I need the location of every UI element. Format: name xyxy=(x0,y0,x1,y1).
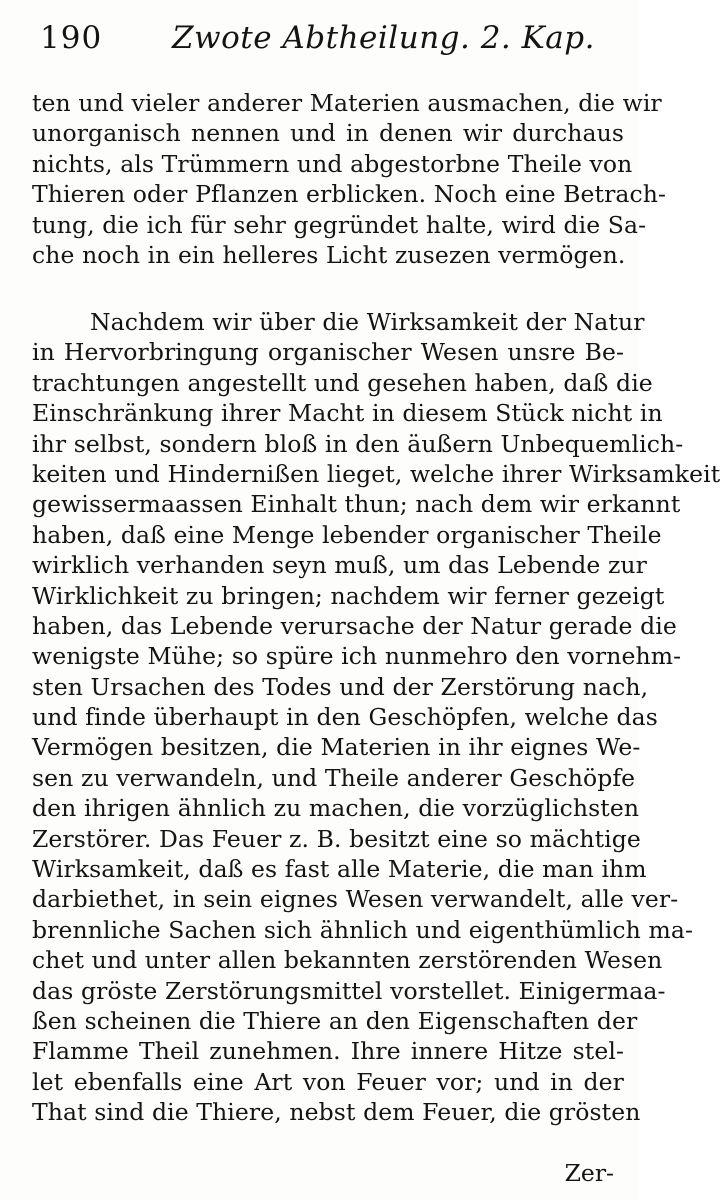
text-line: Zerstörer. Das Feuer z. B. besitzt eine so mächtige xyxy=(32,824,641,853)
text-line: unorganisch nennen und in denen wir durchaus xyxy=(32,119,624,148)
text-line: in Hervorbringung organischer Wesen unsre Be- xyxy=(32,338,624,367)
text-line: Thieren oder Pflanzen erblicken. Noch eine Betrach- xyxy=(32,180,667,209)
text-line: Wirksamkeit, daß es fast alle Materie, die man ihm xyxy=(32,855,647,884)
text-line: sen zu verwandeln, und Theile anderer Geschöpfe xyxy=(32,763,636,792)
text-line: That sind die Thiere, nebst dem Feuer, die grösten xyxy=(32,1098,641,1127)
text-line: Wirklichkeit zu bringen; nachdem wir ferner gezeigt xyxy=(32,581,665,610)
running-title: Zwote Abtheilung. 2. Kap. xyxy=(172,20,595,56)
text-line: nichts, als Trümmern und abgestorbne Theile von xyxy=(32,149,633,178)
text-line: Nachdem wir über die Wirksamkeit der Natur xyxy=(90,308,645,336)
text-line: gewissermaassen Einhalt thun; nach dem wir erkannt xyxy=(32,490,681,519)
text-line: trachtungen angestellt und gesehen haben, daß die xyxy=(32,368,653,397)
text-line: Vermögen besitzen, die Materien in ihr eignes We- xyxy=(32,733,641,762)
text-line: Flamme Theil zunehmen. Ihre innere Hitze stel- xyxy=(32,1037,624,1066)
text-line: keiten und Hindernißen lieget, welche ihrer Wirksamkeit xyxy=(32,459,720,488)
text-line: wirklich verhanden seyn muß, um das Lebende zur xyxy=(32,551,647,580)
text-line: ihr selbst, sondern bloß in den äußern Unbequemlich- xyxy=(32,429,684,458)
text-line: Einschränkung ihrer Macht in diesem Stück nicht in xyxy=(32,399,663,428)
text-line: wenigste Mühe; so spüre ich nunmehro den vornehm- xyxy=(32,642,682,671)
page-number: 190 xyxy=(40,20,103,56)
text-line: che noch in ein helleres Licht zusezen vermögen. xyxy=(32,240,626,269)
text-line: let ebenfalls eine Art von Feuer vor; und in der xyxy=(32,1067,624,1096)
paragraph-2 xyxy=(32,307,720,1128)
text-line: den ihrigen ähnlich zu machen, die vorzüglichsten xyxy=(32,794,640,823)
text-line: chet und unter allen bekannten zerstörenden Wesen xyxy=(32,946,663,975)
page-header xyxy=(40,16,604,60)
paragraph-1 xyxy=(32,88,667,270)
text-line: haben, daß eine Menge lebender organischer Theile xyxy=(32,520,662,549)
text-line: tung, die ich für sehr gegründet halte, wird die Sa- xyxy=(32,210,647,239)
text-line: haben, das Lebende verursache der Natur gerade die xyxy=(32,611,677,640)
text-line: darbiethet, in sein eignes Wesen verwandelt, alle ver- xyxy=(32,885,679,914)
text-line: ten und vieler anderer Materien ausmachen, die wir xyxy=(32,89,662,117)
text-line: das gröste Zerstörungsmittel vorstellet. Einigermaa- xyxy=(32,976,666,1005)
text-line: und finde überhaupt in den Geschöpfen, welche das xyxy=(32,703,658,732)
text-line: sten Ursachen des Todes und der Zerstörung nach, xyxy=(32,672,649,701)
text-line: ßen scheinen die Thiere an den Eigenschaften der xyxy=(32,1006,638,1035)
catchword: Zer- xyxy=(564,1159,614,1187)
text-line: brennliche Sachen sich ähnlich und eigenthümlich ma- xyxy=(32,915,694,944)
